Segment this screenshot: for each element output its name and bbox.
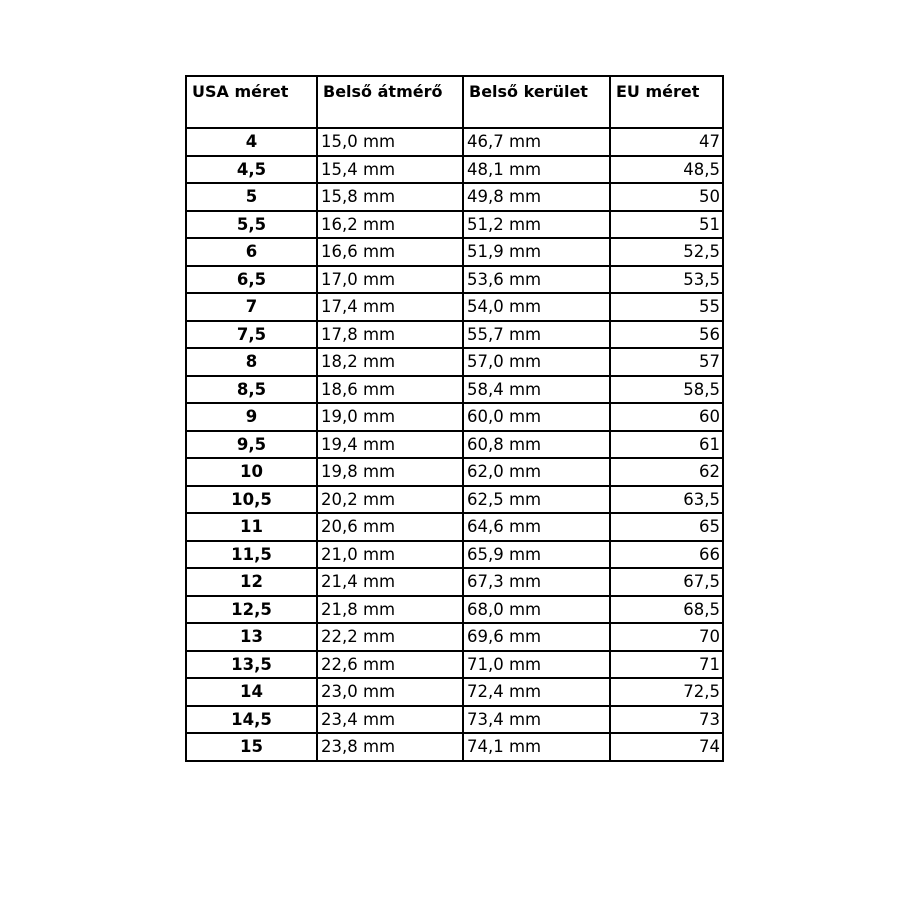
cell-usa-size: 6,5 [186, 266, 317, 294]
cell-eu-size: 63,5 [610, 486, 723, 514]
table-row [186, 348, 723, 376]
cell-eu-size: 73 [610, 706, 723, 734]
table-row [186, 486, 723, 514]
table-row [186, 596, 723, 624]
table-row [186, 458, 723, 486]
table-row [186, 293, 723, 321]
cell-usa-size: 15 [186, 733, 317, 761]
cell-eu-size: 58,5 [610, 376, 723, 404]
table-row [186, 568, 723, 596]
cell-usa-size: 6 [186, 238, 317, 266]
table-row [186, 651, 723, 679]
cell-inner-diameter: 17,8 mm [317, 321, 463, 349]
header-inner-diameter: Belső átmérő [317, 76, 463, 128]
cell-inner-circumference: 57,0 mm [463, 348, 610, 376]
cell-usa-size: 11,5 [186, 541, 317, 569]
cell-inner-diameter: 20,6 mm [317, 513, 463, 541]
cell-eu-size: 61 [610, 431, 723, 459]
cell-usa-size: 9 [186, 403, 317, 431]
cell-eu-size: 74 [610, 733, 723, 761]
cell-eu-size: 62 [610, 458, 723, 486]
cell-eu-size: 52,5 [610, 238, 723, 266]
table-row [186, 128, 723, 156]
cell-inner-diameter: 19,8 mm [317, 458, 463, 486]
table-body [186, 128, 723, 761]
table-row [186, 431, 723, 459]
cell-inner-circumference: 62,0 mm [463, 458, 610, 486]
cell-inner-circumference: 58,4 mm [463, 376, 610, 404]
cell-inner-circumference: 74,1 mm [463, 733, 610, 761]
cell-inner-circumference: 69,6 mm [463, 623, 610, 651]
cell-inner-diameter: 19,4 mm [317, 431, 463, 459]
table-row [186, 678, 723, 706]
cell-usa-size: 8 [186, 348, 317, 376]
cell-usa-size: 12 [186, 568, 317, 596]
cell-usa-size: 14 [186, 678, 317, 706]
cell-eu-size: 66 [610, 541, 723, 569]
cell-inner-circumference: 46,7 mm [463, 128, 610, 156]
cell-eu-size: 57 [610, 348, 723, 376]
header-row [186, 76, 723, 128]
cell-inner-circumference: 48,1 mm [463, 156, 610, 184]
cell-inner-diameter: 22,6 mm [317, 651, 463, 679]
cell-inner-circumference: 65,9 mm [463, 541, 610, 569]
cell-eu-size: 72,5 [610, 678, 723, 706]
cell-inner-diameter: 15,8 mm [317, 183, 463, 211]
cell-usa-size: 10,5 [186, 486, 317, 514]
cell-eu-size: 56 [610, 321, 723, 349]
table-header [186, 76, 723, 128]
cell-eu-size: 70 [610, 623, 723, 651]
header-eu-size: EU méret [610, 76, 723, 128]
header-inner-circumference: Belső kerület [463, 76, 610, 128]
cell-eu-size: 67,5 [610, 568, 723, 596]
cell-inner-diameter: 23,0 mm [317, 678, 463, 706]
cell-inner-diameter: 16,2 mm [317, 211, 463, 239]
cell-inner-diameter: 16,6 mm [317, 238, 463, 266]
cell-inner-circumference: 62,5 mm [463, 486, 610, 514]
cell-inner-circumference: 51,2 mm [463, 211, 610, 239]
table-row [186, 238, 723, 266]
table-row [186, 706, 723, 734]
cell-inner-diameter: 23,4 mm [317, 706, 463, 734]
cell-inner-diameter: 20,2 mm [317, 486, 463, 514]
cell-usa-size: 13,5 [186, 651, 317, 679]
cell-usa-size: 4,5 [186, 156, 317, 184]
cell-usa-size: 12,5 [186, 596, 317, 624]
cell-inner-circumference: 60,0 mm [463, 403, 610, 431]
cell-usa-size: 5 [186, 183, 317, 211]
cell-eu-size: 47 [610, 128, 723, 156]
cell-inner-circumference: 64,6 mm [463, 513, 610, 541]
header-usa-size: USA méret [186, 76, 317, 128]
cell-eu-size: 55 [610, 293, 723, 321]
table-row [186, 376, 723, 404]
cell-usa-size: 10 [186, 458, 317, 486]
cell-inner-diameter: 23,8 mm [317, 733, 463, 761]
ring-size-table [185, 75, 724, 762]
cell-inner-circumference: 73,4 mm [463, 706, 610, 734]
cell-usa-size: 14,5 [186, 706, 317, 734]
table-row [186, 733, 723, 761]
cell-usa-size: 4 [186, 128, 317, 156]
cell-inner-circumference: 72,4 mm [463, 678, 610, 706]
cell-eu-size: 65 [610, 513, 723, 541]
cell-eu-size: 60 [610, 403, 723, 431]
table-row [186, 403, 723, 431]
cell-inner-circumference: 55,7 mm [463, 321, 610, 349]
cell-inner-circumference: 53,6 mm [463, 266, 610, 294]
cell-inner-diameter: 18,6 mm [317, 376, 463, 404]
cell-usa-size: 13 [186, 623, 317, 651]
table-row [186, 321, 723, 349]
cell-inner-circumference: 49,8 mm [463, 183, 610, 211]
table-row [186, 156, 723, 184]
table-row [186, 513, 723, 541]
cell-usa-size: 9,5 [186, 431, 317, 459]
cell-inner-diameter: 15,0 mm [317, 128, 463, 156]
cell-eu-size: 48,5 [610, 156, 723, 184]
cell-usa-size: 7,5 [186, 321, 317, 349]
cell-inner-diameter: 19,0 mm [317, 403, 463, 431]
cell-inner-circumference: 71,0 mm [463, 651, 610, 679]
table-row [186, 623, 723, 651]
cell-inner-circumference: 51,9 mm [463, 238, 610, 266]
table-row [186, 266, 723, 294]
cell-inner-diameter: 21,0 mm [317, 541, 463, 569]
cell-usa-size: 7 [186, 293, 317, 321]
cell-inner-diameter: 15,4 mm [317, 156, 463, 184]
cell-inner-circumference: 54,0 mm [463, 293, 610, 321]
cell-eu-size: 71 [610, 651, 723, 679]
table-row [186, 211, 723, 239]
cell-usa-size: 5,5 [186, 211, 317, 239]
cell-inner-diameter: 18,2 mm [317, 348, 463, 376]
table-row [186, 183, 723, 211]
cell-inner-circumference: 67,3 mm [463, 568, 610, 596]
cell-eu-size: 51 [610, 211, 723, 239]
cell-inner-circumference: 68,0 mm [463, 596, 610, 624]
cell-eu-size: 50 [610, 183, 723, 211]
cell-inner-diameter: 21,4 mm [317, 568, 463, 596]
cell-eu-size: 68,5 [610, 596, 723, 624]
cell-inner-diameter: 21,8 mm [317, 596, 463, 624]
table-row [186, 541, 723, 569]
cell-eu-size: 53,5 [610, 266, 723, 294]
cell-inner-circumference: 60,8 mm [463, 431, 610, 459]
cell-usa-size: 8,5 [186, 376, 317, 404]
cell-inner-diameter: 22,2 mm [317, 623, 463, 651]
cell-inner-diameter: 17,0 mm [317, 266, 463, 294]
cell-usa-size: 11 [186, 513, 317, 541]
cell-inner-diameter: 17,4 mm [317, 293, 463, 321]
